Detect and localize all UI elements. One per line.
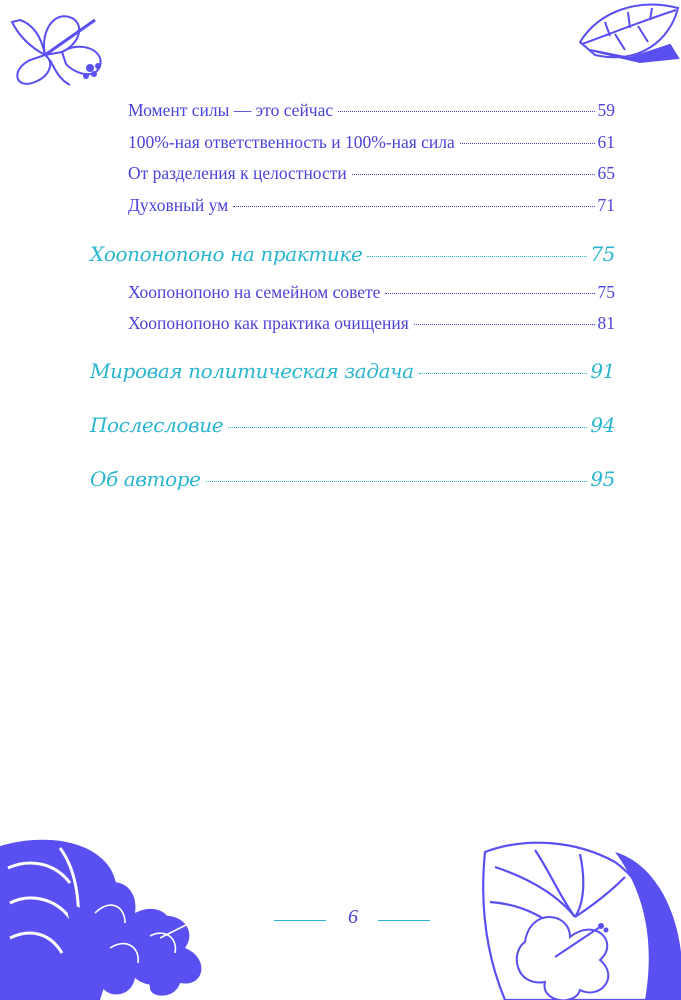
toc-entry-label: Хоопонопоно как практика очищения (128, 313, 409, 333)
page-number: 6 (348, 906, 358, 928)
dot-leader (352, 174, 595, 175)
toc-entry-label: 100%-ная ответственность и 100%-ная сила (128, 132, 455, 152)
dot-leader (385, 293, 594, 294)
toc-chapter[interactable] (90, 359, 615, 383)
dot-leader (233, 206, 594, 207)
dot-leader (338, 111, 594, 112)
toc-entry-label: Хоопонопоно на семейном совете (128, 282, 381, 302)
dot-leader (228, 427, 587, 428)
toc-entry[interactable] (128, 163, 615, 184)
toc-entry-page: 81 (597, 313, 615, 333)
hibiscus-flower-icon (0, 0, 120, 90)
toc-entry[interactable] (128, 282, 615, 303)
toc-entry[interactable] (128, 132, 615, 153)
toc-chapter-label: Хоопонопоно на практике (90, 242, 363, 266)
toc-chapter[interactable] (90, 242, 615, 266)
toc-entry-page: 75 (597, 282, 615, 302)
footer-rule-right (378, 920, 430, 921)
page-footer (0, 900, 681, 940)
toc-chapter[interactable] (90, 467, 615, 491)
footer-rule-left (274, 920, 326, 921)
toc-entry-label: Духовный ум (128, 195, 229, 215)
toc-chapter-page: 75 (590, 242, 615, 266)
toc-entry[interactable] (128, 195, 615, 216)
dot-leader (419, 373, 588, 374)
toc-entry-page: 65 (597, 163, 615, 183)
dot-leader (460, 143, 595, 144)
toc-entry-page: 61 (597, 132, 615, 152)
leaf-icon (570, 0, 681, 75)
toc-chapter-label: Мировая политическая задача (90, 359, 414, 383)
toc-entry[interactable] (128, 313, 615, 334)
toc-chapter-page: 91 (590, 359, 615, 383)
toc-chapter-page: 95 (590, 467, 615, 491)
dot-leader (206, 481, 588, 482)
dot-leader (367, 256, 587, 257)
toc-entry[interactable] (128, 100, 615, 121)
toc-entry-label: Момент силы — это сейчас (128, 100, 334, 120)
toc-entry-page: 71 (597, 195, 615, 215)
toc-chapter-label: Об авторе (90, 467, 201, 491)
toc-entry-label: От разделения к целостности (128, 163, 347, 183)
toc-chapter-label: Послесловие (90, 413, 224, 437)
toc-entry-page: 59 (597, 100, 615, 120)
toc-chapter[interactable] (90, 413, 615, 437)
dot-leader (414, 324, 595, 325)
toc-chapter-page: 94 (590, 413, 615, 437)
